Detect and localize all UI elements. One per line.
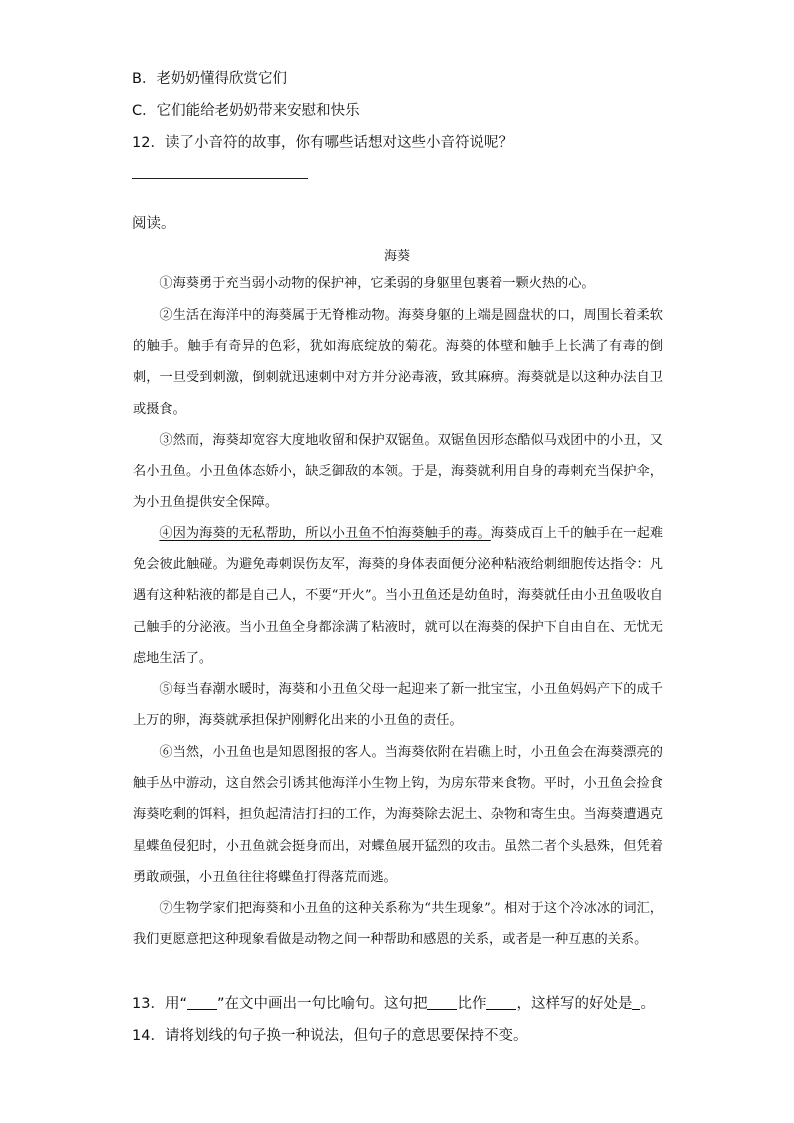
paragraph-1: ①海葵勇于充当弱小动物的保护神，它柔弱的身躯里包裹着一颗火热的心。 [159,276,595,291]
question-12: 12．读了小音符的故事，你有哪些话想对这些小音符说呢？ [132,135,513,151]
blank-object[interactable] [486,995,516,1010]
question-13: 13．用“ ”在文中画出一句比喻句。这句把 比作 ，这样写的好处是 。 [132,996,655,1012]
blank-mark[interactable] [187,995,217,1010]
paragraph-6: ⑥当然，小丑鱼也是知恩图报的客人。当海葵依附在岩礁上时，小丑鱼会在海葵漂亮的触手丛中游动，这自然会引诱其他海洋小生物上钩，为房东带来食物。平时，小丑鱼会捡食海葵吃剩的饵料，担负起清洁打扫的工作，为海葵除去泥土、杂物和寄生虫。当海葵遭遇克星蝶鱼侵犯时，小丑鱼就会挺身而出，对蝶鱼展开猛烈的攻击。虽然二者个头悬殊，但凭着勇敢顽强，小丑鱼往往将蝶鱼打得落荒而逃。 [133,745,663,885]
paragraph-5: ⑤每当春潮水暖时，海葵和小丑鱼父母一起迎来了新一批宝宝，小丑鱼妈妈产下的成千上万的卵，海葵就承担保护刚孵化出来的小丑鱼的责任。 [133,682,663,729]
paragraph-4-rest: 海葵成百上千的触手在一起难免会彼此触碰。为避免毒刺误伤友军，海葵的身体表面便分泌种粘液给刺细胞传达指令：凡遇有这种粘液的都是自己人，不要“开火”。当小丑鱼还是幼鱼时，海葵就任由小丑鱼吸收自己触手的分泌液。当小丑鱼全身都涂满了粘液时，就可以在海葵的保护下自由自在、无忧无虑地生活了。 [133,526,664,666]
paragraph-4 [133,518,663,674]
reading-instruction: 阅读。 [132,216,176,232]
answer-line-12[interactable] [132,178,308,179]
paragraph-3: ③然而，海葵却宽容大度地收留和保护双锯鱼。双锯鱼因形态酷似马戏团中的小丑，又名小丑鱼。小丑鱼体态娇小，缺乏御敌的本领。于是，海葵就利用自身的毒刺充当保护伞，为小丑鱼提供安全保障。 [133,433,663,511]
blank-subject[interactable] [427,995,457,1010]
paragraph-2: ②生活在海洋中的海葵属于无脊椎动物。海葵身躯的上端是圆盘状的口，周围长着柔软的触手。触手有奇异的色彩，犹如海底绽放的菊花。海葵的体壁和触手上长满了有毒的倒刺，一旦受到刺激，倒刺就迅速刺中对方并分泌毒液，致其麻痹。海葵就是以这种办法自卫或摄食。 [133,308,663,417]
option-b: B．老奶奶懂得欣赏它们 [132,71,287,87]
option-c: C．它们能给老奶奶带来安慰和快乐 [132,103,360,119]
paragraph-7: ⑦生物学家们把海葵和小丑鱼的这种关系称为“共生现象”。相对于这个冷冰冰的词汇，我们更愿意把这种现象看做是动物之间一种帮助和感恩的关系，或者是一种互惠的关系。 [133,901,663,948]
underlined-sentence: ④因为海葵的无私帮助，所以小丑鱼不怕海葵触手的毒。 [159,526,491,541]
question-14: 14．请将划线的句子换一种说法，但句子的意思要保持不变。 [132,1028,528,1044]
passage-title: 海葵 [383,249,410,264]
